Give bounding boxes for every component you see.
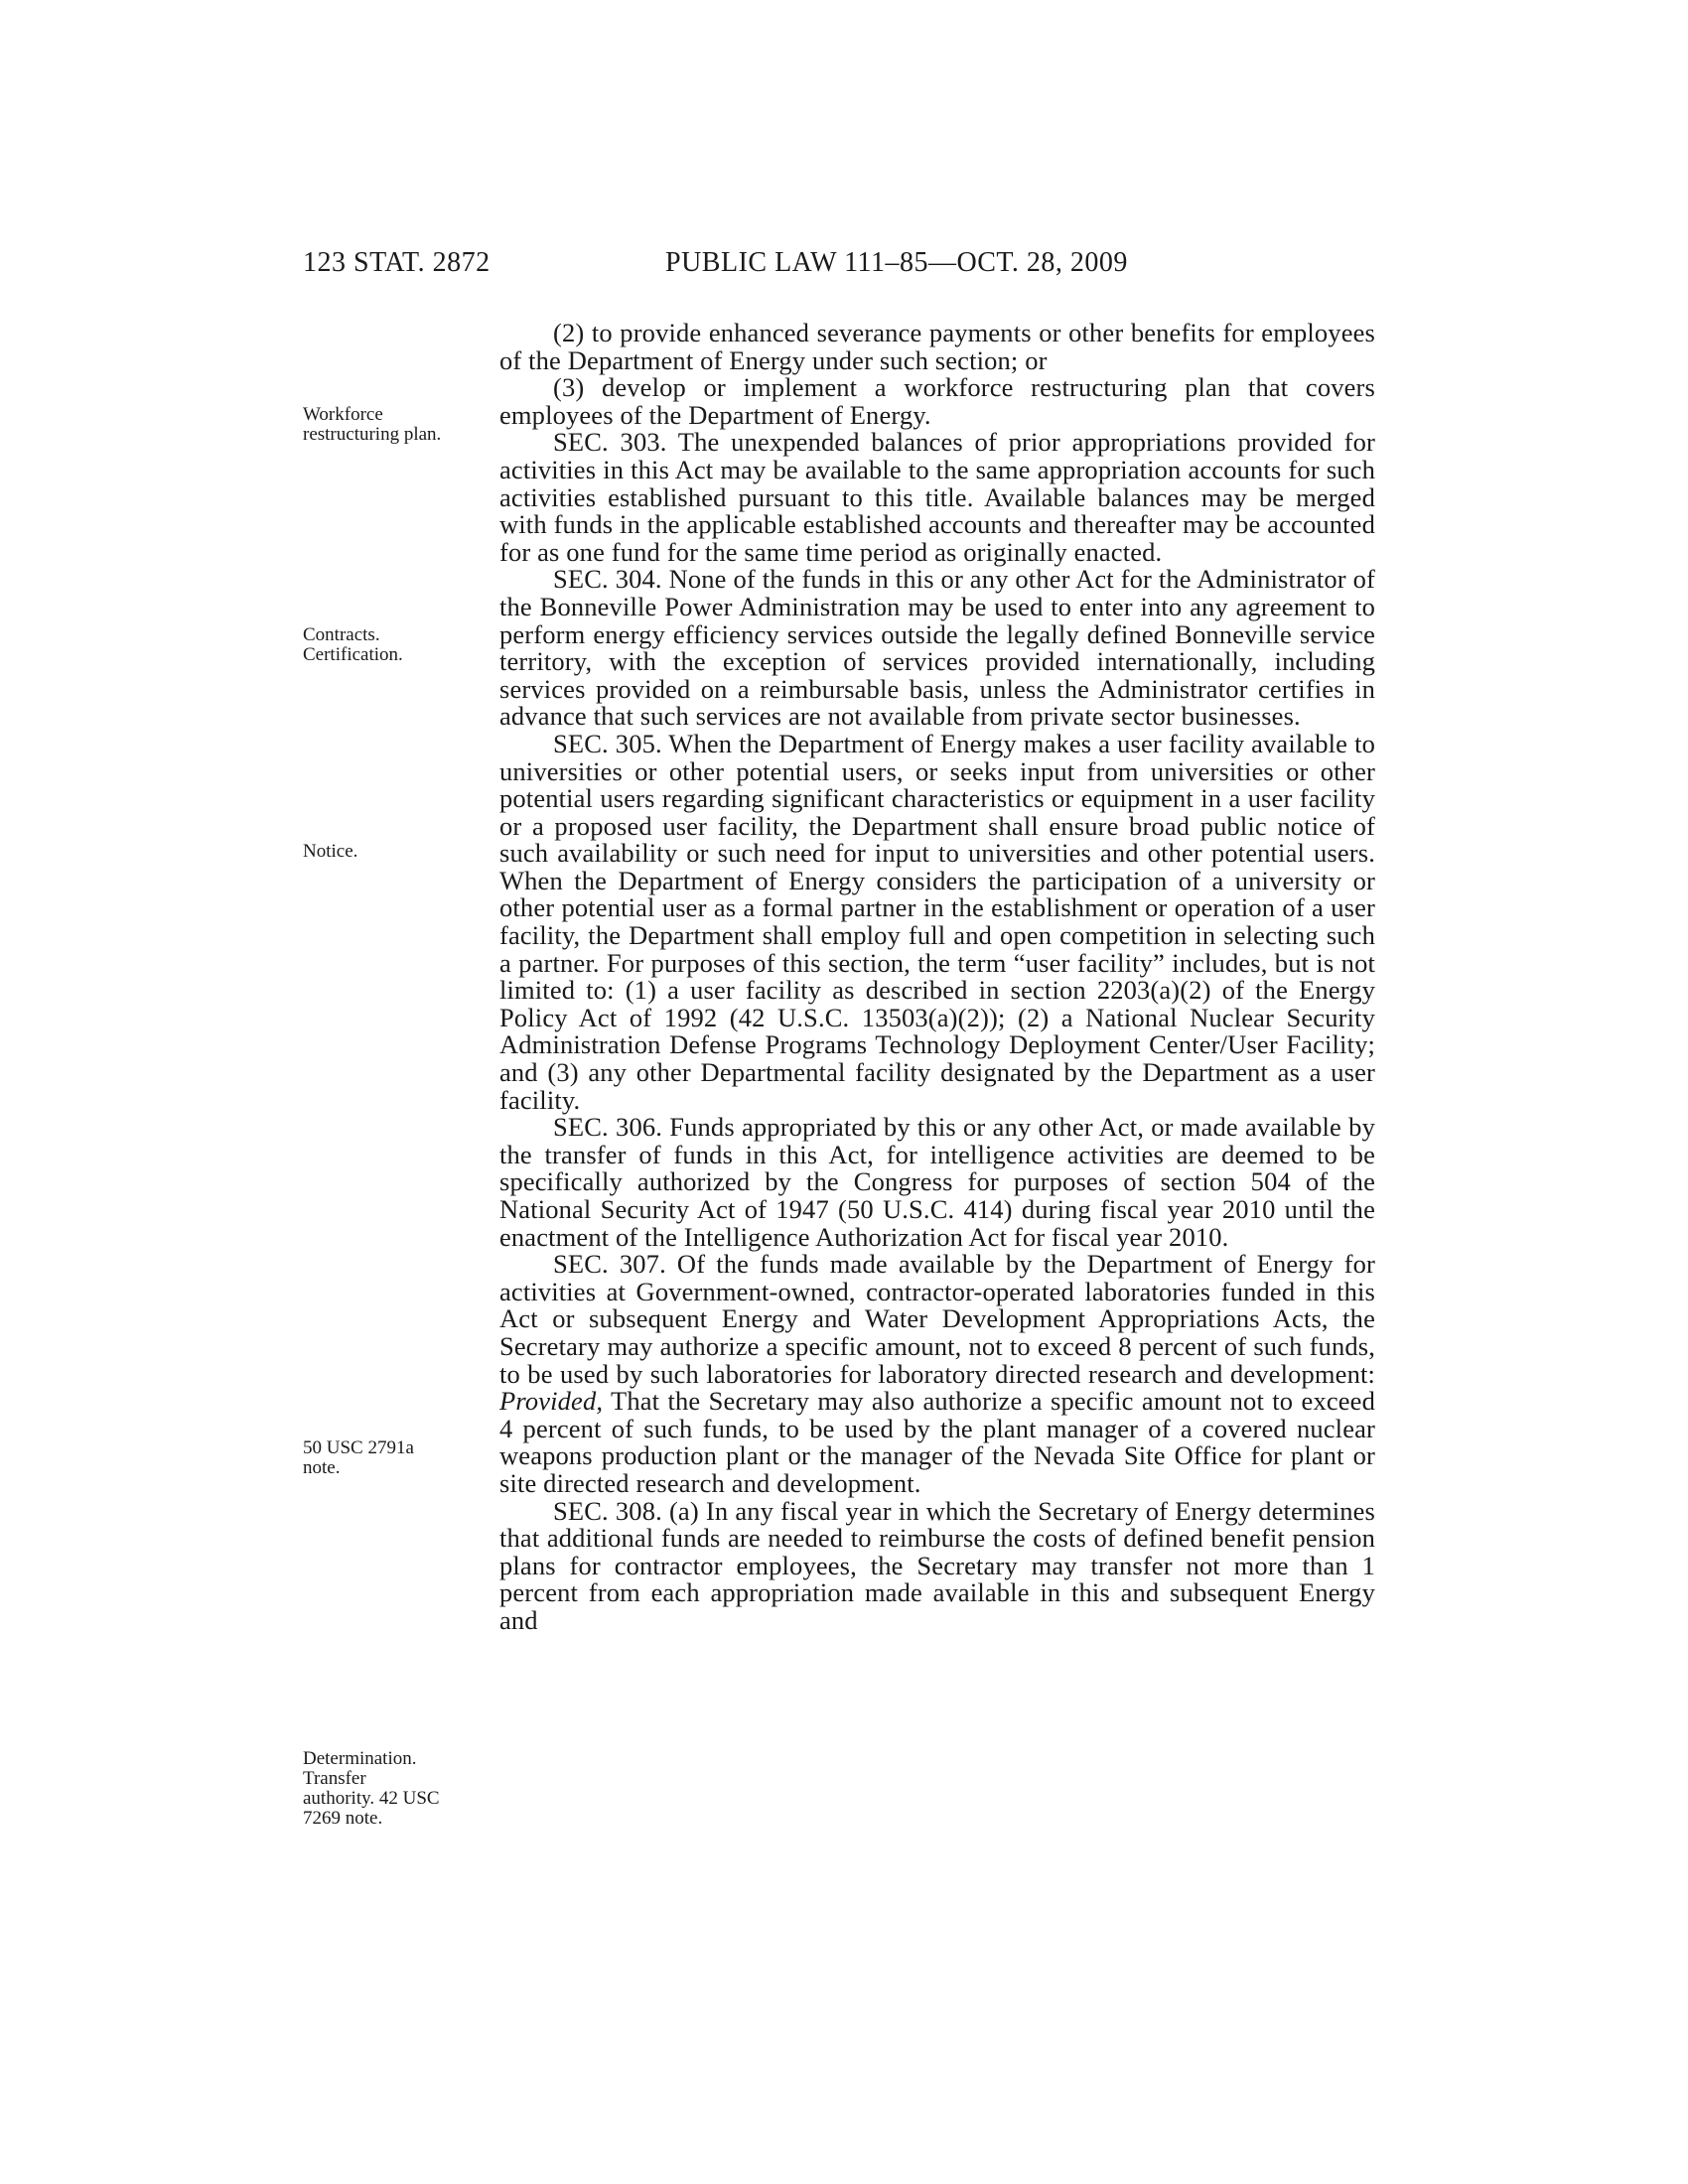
section-306: SEC. 306. Funds appropriated by this or any other Act, or made available by the transfer of funds in this Act, for intelligence activities are deemed to be specifically authorized by the Congress for purposes of section 504 of the National Security Act of 1947 (50 U.S.C. 414) during fiscal year 2010 until the enactment of the Intelligence Authorization Act for fiscal year 2010. [499, 1112, 1375, 1252]
margin-note-workforce: Workforce restructuring plan. [303, 404, 442, 445]
sec-label: SEC. [553, 1249, 609, 1280]
section-303: SEC. 303. The unexpended balances of prior appropriations provided for activities in this Act may be available to the same appropriation accounts for such activities established pursuant to this title. Available balances may be merged with funds in the applicable established accounts and thereafter may be accounted for as one fund for the same time period as originally enacted. [499, 427, 1375, 567]
body-text [499, 320, 1375, 1635]
stat-citation: 123 STAT. 2872 [303, 247, 491, 278]
paragraph-2: (2) to provide enhanced severance payments or other benefits for employees of the Department of Energy under such section; or [499, 318, 1375, 375]
sec-label: SEC. [553, 728, 609, 758]
section-308: SEC. 308. (a) In any fiscal year in which the Secretary of Energy determines that additional funds are needed to reimburse the costs of defined benefit pension plans for contractor employees, the Secretary may transfer not more than 1 percent from each appropriation made available in this and subsequent Energy and [499, 1495, 1375, 1635]
provided-italic: Provided, [499, 1386, 604, 1417]
sec-label: SEC. [553, 564, 609, 595]
sec-label: SEC. [553, 1112, 609, 1143]
margin-note-50usc: 50 USC 2791a note. [303, 1437, 414, 1478]
paragraph-3: (3) develop or implement a workforce restructuring plan that covers employees of the Department of Energy. [499, 372, 1375, 430]
section-307: SEC. 307. Of the funds made available by the Department of Energy for activities at Government-owned, contractor-operated laboratories funded in this Act or subsequent Energy and Water Development Appropriations Acts, the Secretary may authorize a specific amount, not to exceed 8 percent of such funds, to be used by such laboratories for laboratory directed research and development: Provided, That the Secretary may also authorize a specific amount not to exceed 4 percent of such funds, to be used by the plant manager of a covered nuclear weapons production plant or the manager of the Nevada Site Office for plant or site directed research and development. [499, 1249, 1375, 1498]
page-title: PUBLIC LAW 111–85—OCT. 28, 2009 [665, 247, 1128, 278]
section-305: SEC. 305. When the Department of Energy makes a user facility available to universities or other potential users, or seeks input from universities or other potential users regarding significant characteristics or equipment in a user facility or a proposed user facility, the Department shall ensure broad public notice of such availability or such need for input to universities and other potential users. When the Department of Energy considers the participation of a university or other potential user as a formal partner in the establishment or operation of a user facility, the Department shall employ full and open competition in selecting such a partner. For purposes of this section, the term “user facility” includes, but is not limited to: (1) a user facility as described in section 2203(a)(2) of the Energy Policy Act of 1992 (42 U.S.C. 13503(a)(2)); (2) a National Nuclear Security Administration Defense Programs Technology Deployment Center/User Facility; and (3) any other Departmental facility designated by the Department as a user facility. [499, 728, 1375, 1115]
page-header [303, 247, 1375, 287]
section-304: SEC. 304. None of the funds in this or any other Act for the Administrator of the Bonneville Power Administration may be used to enter into any agreement to perform energy efficiency services outside the legally defined Bonneville service territory, with the exception of services provided internationally, including services provided on a reimbursable basis, unless the Administrator certifies in advance that such services are not available from private sector businesses. [499, 564, 1375, 732]
sec-label: SEC. [553, 1495, 609, 1526]
margin-note-contracts: Contracts. Certification. [303, 624, 403, 665]
margin-note-determination: Determination. Transfer authority. 42 USC 7269 note. [303, 1748, 440, 1829]
margin-note-notice: Notice. [303, 841, 358, 862]
sec-label: SEC. [553, 427, 609, 458]
